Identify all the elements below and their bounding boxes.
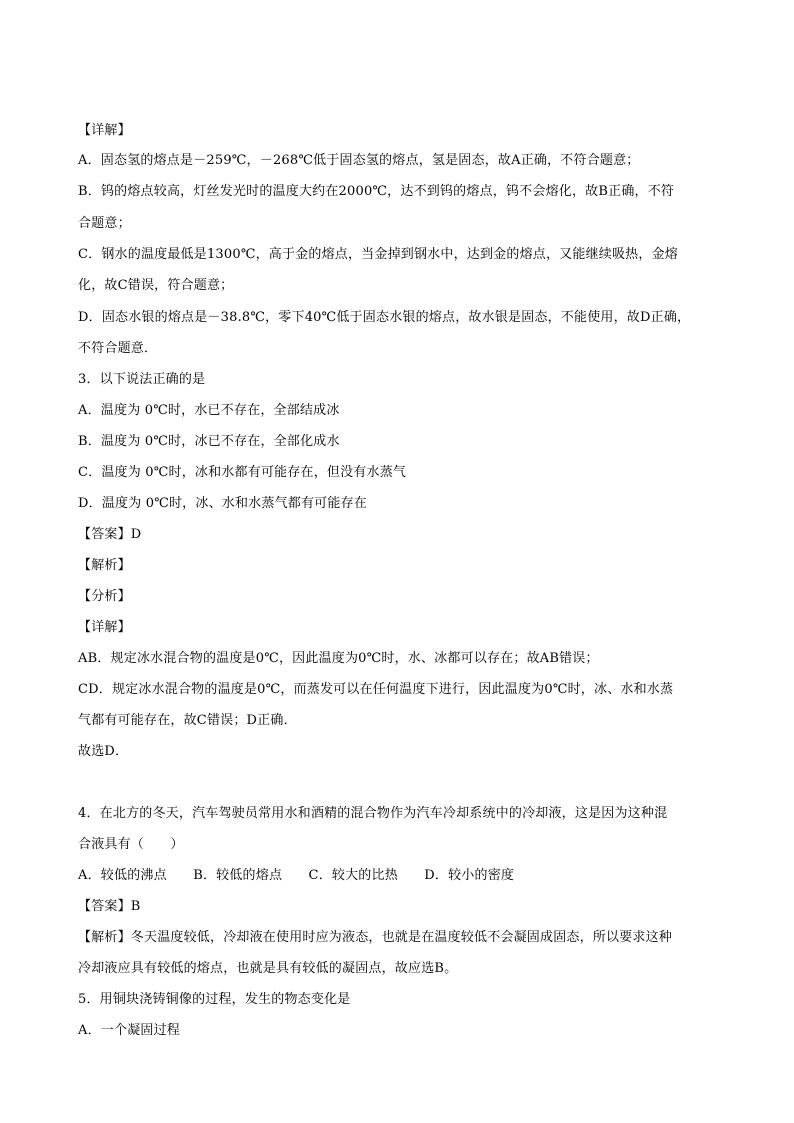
text-line: 5．用铜块浇铸铜像的过程，发生的物态变化是 <box>78 992 351 1007</box>
text-line: D．固态水银的熔点是－38.8℃，零下40℃低于固态水银的熔点，故水银是固态，不能使用，故D正确， <box>78 310 691 325</box>
text-line: 4．在北方的冬天，汽车驾驶员常用水和酒精的混合物作为汽车冷却系统中的冷却液，这是因为这种混 <box>78 806 668 821</box>
text-line: 合题意； <box>78 216 131 231</box>
text-line: B．钨的熔点较高，灯丝发光时的温度大约在2000℃，达不到钨的熔点，钨不会熔化，故B正确，不符 <box>78 184 675 199</box>
text-line: AB．规定冰水混合物的温度是0℃，因此温度为0℃时，水、冰都可以存在；故AB错误； <box>78 651 599 666</box>
text-line: 【答案】D <box>78 527 142 542</box>
text-line: A．一个凝固过程 <box>78 1023 180 1038</box>
text-line: 不符合题意． <box>78 341 158 356</box>
text-line: 化，故C错误，符合题意； <box>78 278 234 293</box>
text-line: 【解析】冬天温度较低，冷却液在使用时应为液态，也就是在温度较低不会凝固成固态，所以要求这种 <box>78 930 673 945</box>
text-line: A．温度为 0℃时，水已不存在，全部结成冰 <box>78 403 340 418</box>
text-line: 合液具有（ ） <box>78 837 184 852</box>
text-line: 【详解】 <box>78 620 131 635</box>
text-line: CD．规定冰水混合物的温度是0℃，而蒸发可以在任何温度下进行，因此温度为0℃时，冰、水和水蒸 <box>78 682 674 697</box>
text-line: 冷却液应具有较低的熔点，也就是具有较低的凝固点，故应选B。 <box>78 961 458 976</box>
text-line: A．较低的沸点 B．较低的熔点 C．较大的比热 D．较小的密度 <box>78 868 515 883</box>
text-line: 3．以下说法正确的是 <box>78 372 206 387</box>
text-line: 【分析】 <box>78 589 131 604</box>
text-line: A．固态氢的熔点是－259℃，－268℃低于固态氢的熔点，氢是固态，故A正确，不符合题意； <box>78 153 640 168</box>
text-line: C．钢水的温度最低是1300℃，高于金的熔点，当金掉到钢水中，达到金的熔点，又能继续吸热，金熔 <box>78 247 678 262</box>
text-line: B．温度为 0℃时，冰已不存在，全部化成水 <box>78 434 340 449</box>
text-line: 【解析】 <box>78 558 131 573</box>
text-line: 【答案】B <box>78 899 141 914</box>
text-line: 【详解】 <box>78 123 131 138</box>
text-line: C．温度为 0℃时，冰和水都有可能存在，但没有水蒸气 <box>78 465 407 480</box>
text-line: D．温度为 0℃时，冰、水和水蒸气都有可能存在 <box>78 496 367 511</box>
text-line: 气都有可能存在，故C错误；D正确． <box>78 713 297 728</box>
text-line: 故选D． <box>78 744 129 759</box>
